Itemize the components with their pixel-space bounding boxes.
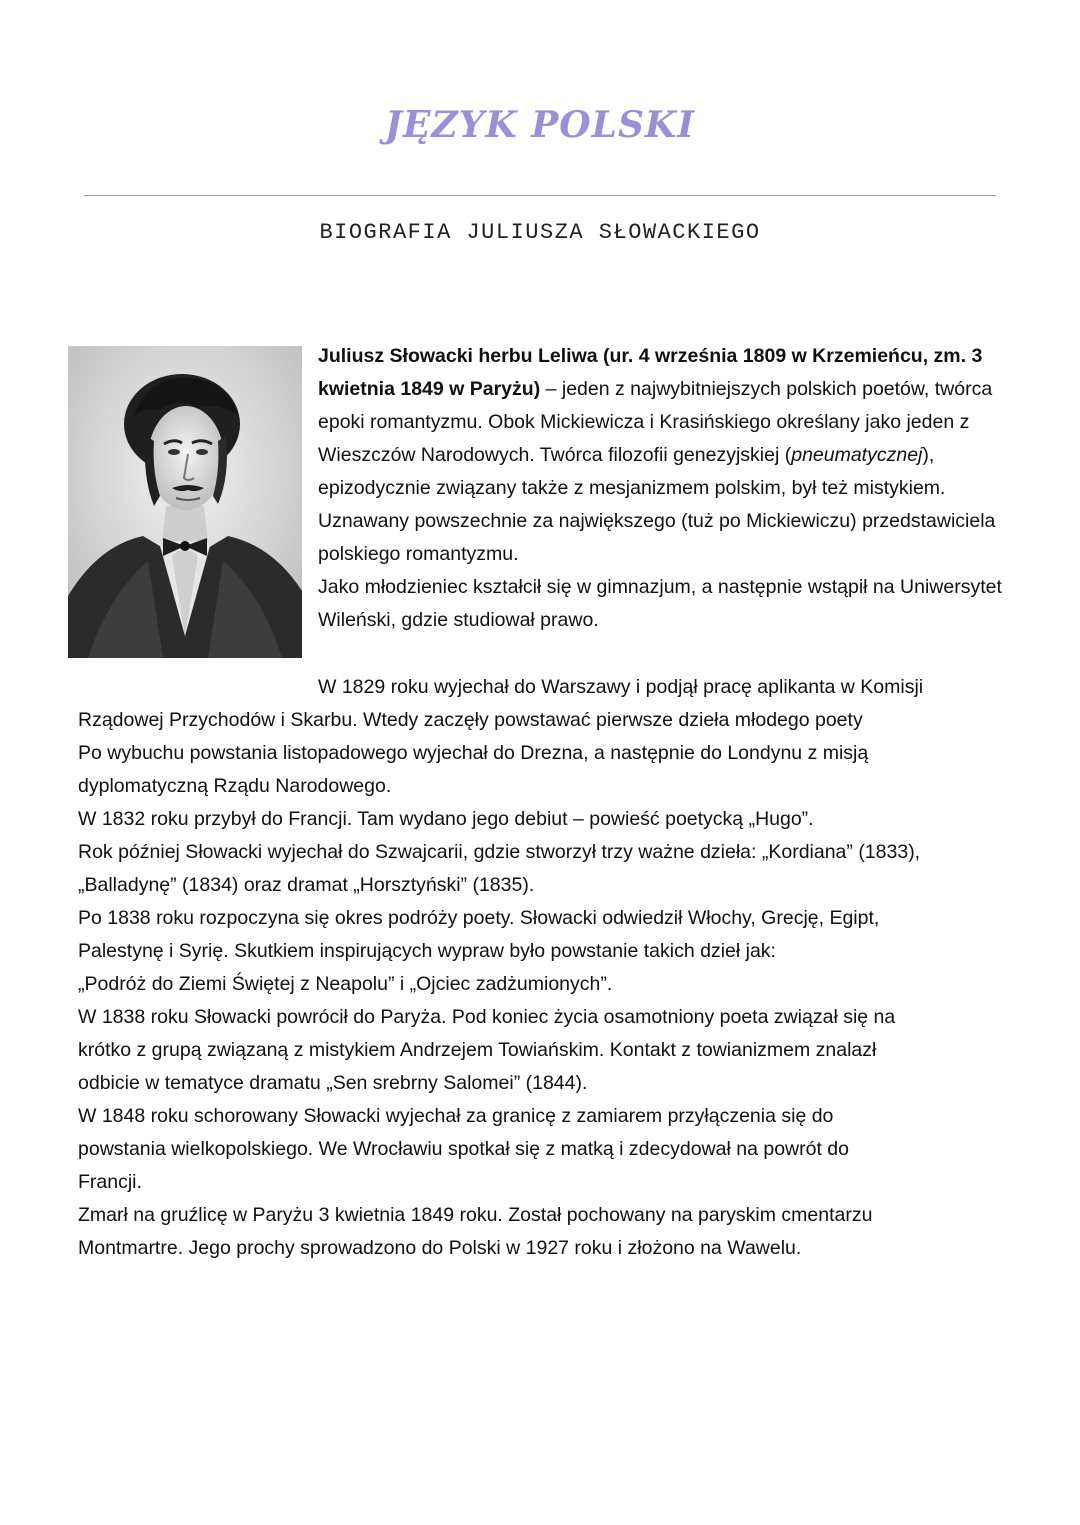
intro-education: Jako młodzieniec kształcił się w gimnazjum, a następnie wstąpił na Uniwersytet Wileński, gdzie studiował prawo. — [318, 576, 1002, 631]
body-line: Rok później Słowacki wyjechał do Szwajcarii, gdzie stworzył trzy ważne dzieła: „Kordiana” (1833), — [78, 841, 921, 863]
intro-lead — [318, 340, 1018, 571]
intro-text-1: – jeden z najwybitniejszych polskich poetów, twórca epoki romantyzmu. Obok Mickiewicza i Krasińskiego określany jako jeden z Wieszczów Narodowych. Twórca filozofii genezyjskiej ( — [318, 378, 993, 466]
body-line: Rządowej Przychodów i Skarbu. Wtedy zaczęły powstawać pierwsze dzieła młodego poety — [78, 709, 863, 731]
body-line: odbicie w tematyce dramatu „Sen srebrny Salomei” (1844). — [78, 1072, 588, 1094]
intro-paragraph — [318, 340, 1018, 637]
body-line: Montmartre. Jego prochy sprowadzono do Polski w 1927 roku i złożono na Wawelu. — [78, 1237, 802, 1259]
body-line: „Podróż do Ziemi Świętej z Neapolu” i „Ojciec zadżumionych”. — [78, 973, 613, 995]
body-line: W 1838 roku Słowacki powrócił do Paryża. Pod koniec życia osamotniony poeta związał się na — [78, 1006, 896, 1028]
body-line: powstania wielkopolskiego. We Wrocławiu spotkał się z matką i zdecydował na powrót do — [78, 1138, 849, 1160]
page-title: JĘZYK POLSKI — [384, 104, 696, 146]
body-line: Po wybuchu powstania listopadowego wyjechał do Drezna, a następnie do Londynu z misją — [78, 742, 869, 764]
body-line: W 1848 roku schorowany Słowacki wyjechał za granicę z zamiarem przyłączenia się do — [78, 1105, 834, 1127]
body-line: W 1832 roku przybył do Francji. Tam wydano jego debiut – powieść poetycką „Hugo”. — [78, 808, 814, 830]
biography-body — [78, 671, 1018, 1265]
body-line: Palestynę i Syrię. Skutkiem inspirujących wypraw było powstanie takich dzieł jak: — [78, 940, 776, 962]
page-subtitle: BIOGRAFIA JULIUSZA SŁOWACKIEGO — [319, 220, 761, 245]
intro-bold: Juliusz Słowacki herbu Leliwa (ur. 4 września 1809 w Krzemieńcu, zm. 3 kwietnia 1849 w Paryżu) — [318, 345, 983, 400]
portrait-drawing — [68, 346, 302, 658]
body-line: W 1829 roku wyjechał do Warszawy i podjął pracę aplikanta w Komisji — [318, 676, 924, 698]
body-line: Zmarł na gruźlicę w Paryżu 3 kwietnia 1849 roku. Został pochowany na paryskim cmentarzu — [78, 1204, 873, 1226]
body-line: krótko z grupą związaną z mistykiem Andrzejem Towiańskim. Kontakt z towianizmem znalazł — [78, 1039, 877, 1061]
intro-text-2: ), epizodycznie związany także z mesjanizmem polskim, był też mistykiem. Uznawany powszechnie za największego (tuż po Mickiewiczu) przedstawiciela polskiego romantyzmu. — [318, 444, 996, 565]
body-line: dyplomatyczną Rządu Narodowego. — [78, 775, 392, 797]
portrait-image — [68, 346, 302, 658]
body-line: Francji. — [78, 1171, 142, 1193]
intro-italic: pneumatycznej — [791, 444, 923, 466]
body-line: „Balladynę” (1834) oraz dramat „Horsztyński” (1835). — [78, 874, 535, 896]
title-divider — [84, 195, 996, 196]
body-line: Po 1838 roku rozpoczyna się okres podróży poety. Słowacki odwiedził Włochy, Grecję, Egipt, — [78, 907, 880, 929]
